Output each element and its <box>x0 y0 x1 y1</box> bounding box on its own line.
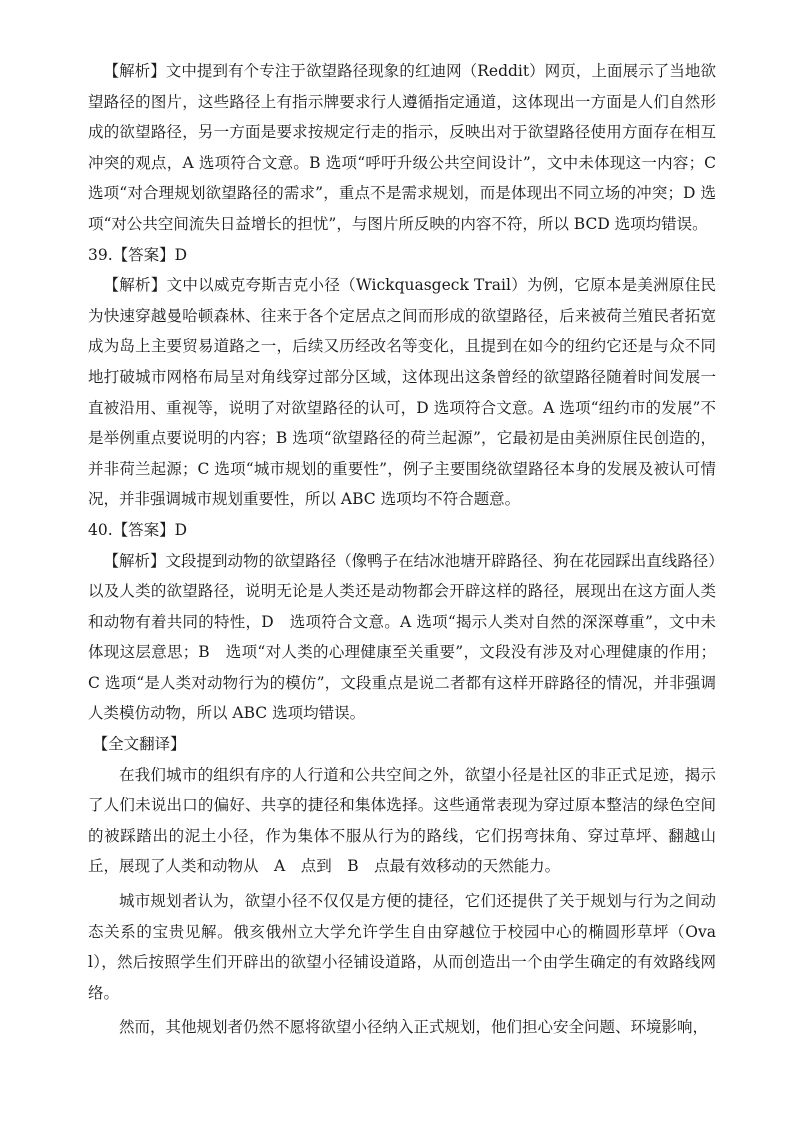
document-page <box>88 56 716 1047</box>
q38-analysis: 【解析】文中提到有个专注于欲望路径现象的红迪网（Reddit）网页，上面展示了当地欲望路径的图片，这些路径上有指示牌要求行人遵循指定通道，这体现出一方面是人们自然形成的欲望路径，另一方面是要求按规定行走的指示，反映出对于欲望路径使用方面存在相互冲突的观点，A 选项符合文意。B 选项“呼吁升级公共空间设计”，文中未体现这一内容；C 选项“对合理规划欲望路径的需求”，重点不是需求规划，而是体现出不同立场的冲突；D 选项“对公共空间流失日益增长的担忧”，与图片所反映的内容不符，所以 BCD 选项均错误。 <box>88 62 716 233</box>
translation-heading: 【全文翻译】 <box>92 735 186 754</box>
q39-answer: 39.【答案】D <box>88 245 188 264</box>
q39-analysis: 【解析】文中以威克夸斯吉克小径（Wickquasgeck Trail）为例，它原本是美洲原住民为快速穿越曼哈顿森林、往来于各个定居点之间而形成的欲望路径，后来被荷兰殖民者拓宽成为岛上主要贸易道路之一，后续又历经改名等变化，且提到在如今的纽约它还是与众不同地打破城市网格布局呈对角线穿过部分区域，这体现出这条曾经的欲望路径随着时间发展一直被沿用、重视等，说明了对欲望路径的认可，D 选项符合文意。A 选项“纽约市的发展”不是举例重点要说明的内容；B 选项“欲望路径的荷兰起源”，它最初是由美洲原住民创造的，并非荷兰起源；C 选项“城市规划的重要性”，例子主要围绕欲望路径本身的发展及被认可情况，并非强调城市规划重要性，所以 ABC 选项均不符合题意。 <box>88 276 716 509</box>
q40-analysis: 【解析】文段提到动物的欲望路径（像鸭子在结冰池塘开辟路径、狗在花园踩出直线路径）以及人类的欲望路径，说明无论是人类还是动物都会开辟这样的路径，展现出在这方面人类和动物有着共同的特性，D 选项符合文意。A 选项“揭示人类对自然的深深尊重”，文中未体现这层意思；B 选项“对人类的心理健康至关重要”，文段没有涉及对心理健康的作用；C 选项“是人类对动物行为的模仿”，文段重点是说二者都有这样开辟路径的情况，并非强调人类模仿动物，所以 ABC 选项均错误。 <box>88 551 716 723</box>
translation-paragraph-3: 然而，其他规划者仍然不愿将欲望小径纳入正式规划，他们担心安全问题、环境影响， <box>119 1018 709 1037</box>
translation-paragraph-2: 城市规划者认为，欲望小径不仅仅是方便的捷径，它们还提供了关于规划与行为之间动态关系的宝贵见解。俄亥俄州立大学允许学生自由穿越位于校园中心的椭圆形草坪（Oval），然后按照学生们开辟出的欲望小径铺设道路，从而创造出一个由学生确定的有效路线网络。 <box>88 892 716 1002</box>
q40-answer: 40.【答案】D <box>88 520 188 539</box>
translation-paragraph-1: 在我们城市的组织有序的人行道和公共空间之外，欲望小径是社区的非正式足迹，揭示了人们未说出口的偏好、共享的捷径和集体选择。这些通常表现为穿过原本整洁的绿色空间的被踩踏出的泥土小径，作为集体不服从行为的路线，它们拐弯抹角、穿过草坪、翻越山丘，展现了人类和动物从 A 点到 B 点最有效移动的天然能力。 <box>88 765 716 876</box>
